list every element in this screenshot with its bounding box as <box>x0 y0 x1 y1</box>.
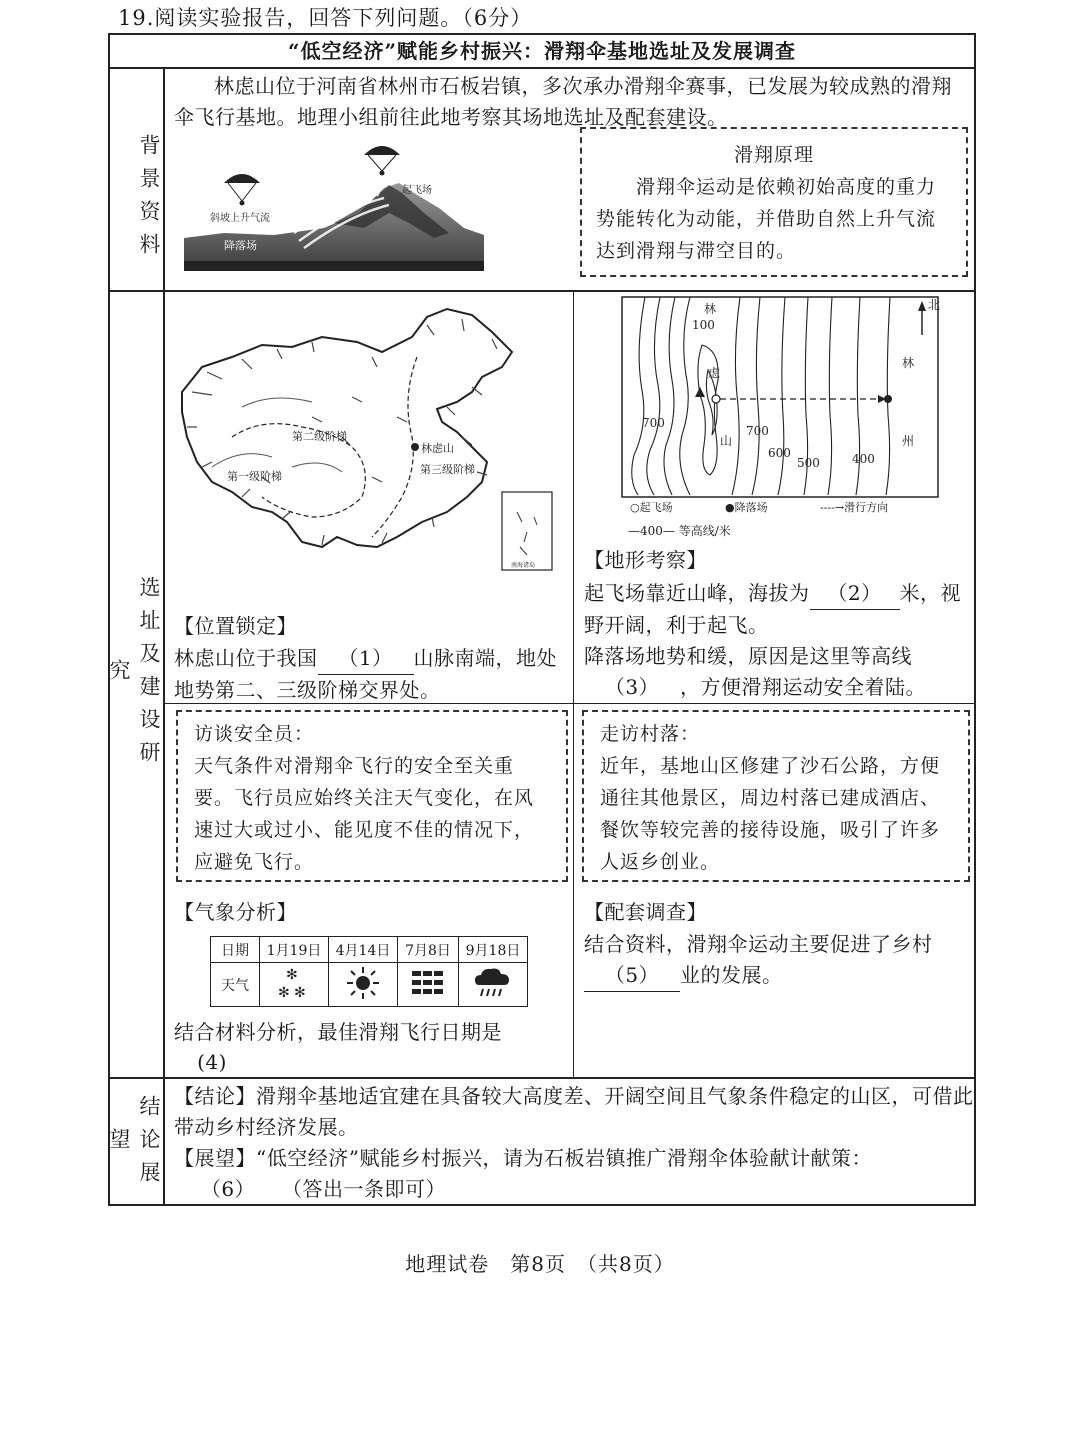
background-paragraph: 林虑山位于河南省林州市石板岩镇，多次承办滑翔伞赛事，已发展为较成熟的滑翔伞飞行基地。地理小组前往此地考察其场地选址及配套建设。 <box>174 74 952 129</box>
location-text <box>174 643 566 706</box>
terrain-text-2-after: ，方便滑翔运动安全着陆。 <box>680 675 926 699</box>
svg-text:✻: ✻ <box>294 984 306 1001</box>
contour-label-500: 500 <box>797 456 820 470</box>
facilities-text <box>584 929 970 992</box>
section-label-research: 选址及建设研究 <box>107 576 161 774</box>
location-text-after: 山脉南端，地处地势第二、三级阶梯交界处。 <box>174 646 557 702</box>
question-title: 19.阅读实验报告，回答下列问题。（6分） <box>118 6 533 30</box>
contour-label-700a: 700 <box>642 416 665 430</box>
divider <box>110 67 974 69</box>
weather-date-1: 1月19日 <box>260 937 329 963</box>
answer-blank-5[interactable]: （5） <box>584 960 680 992</box>
map-lin-right: 林 <box>902 356 915 370</box>
map-step3-label: 第三级阶梯 <box>420 463 475 476</box>
divider <box>110 290 974 292</box>
weather-table <box>210 936 528 1007</box>
contour-map <box>620 295 942 520</box>
takeoff-label: 起飞场 <box>402 185 432 196</box>
snow-icon <box>260 963 329 1007</box>
svg-text:✻: ✻ <box>278 984 290 1001</box>
sunny-icon <box>329 963 398 1007</box>
section-label-background: 背景资料 <box>137 134 161 266</box>
answer-blank-6[interactable]: （6） <box>174 1174 282 1206</box>
page-footer: 地理试卷 第8页 （共8页） <box>405 1252 675 1276</box>
outlook-answer-line <box>174 1174 974 1206</box>
china-terrain-map <box>172 297 562 577</box>
outlook-text: 【展望】“低空经济”赋能乡村振兴，请为石板岩镇推广滑翔伞体验献计献策： <box>174 1146 872 1170</box>
contour-label-700b: 700 <box>746 424 769 438</box>
principle-title: 滑翔原理 <box>733 144 814 166</box>
outlook-note: （答出一条即可） <box>282 1177 446 1201</box>
village-box <box>582 710 970 882</box>
map-step2-label: 第二级阶梯 <box>292 430 347 443</box>
facilities-text-after: 业的发展。 <box>680 963 783 987</box>
weather-question: 结合材料分析，最佳滑翔飞行日期是 <box>174 1020 502 1044</box>
contour-label-600: 600 <box>768 446 791 460</box>
principle-text: 滑翔伞运动是依赖初始高度的重力势能转化为动能，并借助自然上升气流达到滑翔与滞空目的。 <box>596 176 937 262</box>
weather-date-3: 7月8日 <box>398 937 459 963</box>
interview-text: 天气条件对滑翔伞飞行的安全至关重要。飞行员应始终关注天气变化，在风速过大或过小、能见度不佳的情况下，应避免飞行。 <box>194 755 535 873</box>
glider-mountain-figure <box>184 143 484 273</box>
terrain-text-1-before: 起飞场靠近山峰，海拔为 <box>584 581 810 605</box>
map-shan: 山 <box>720 434 733 448</box>
weather-heading: 【气象分析】 <box>174 900 297 924</box>
weather-date-label: 日期 <box>211 937 260 963</box>
legend-takeoff: ○起飞场 <box>630 501 673 514</box>
answer-blank-3[interactable]: （3） <box>584 672 680 704</box>
divider <box>573 291 574 1077</box>
landing-label: 降落场 <box>224 239 257 252</box>
terrain-text-1 <box>584 578 970 641</box>
contour-label-100: 100 <box>692 318 715 332</box>
legend-contour: —400— 等高线/米 <box>628 524 731 538</box>
conclusion-text: 【结论】滑翔伞基地适宜建在具备较大高度差、开阔空间且气象条件稳定的山区，可借此带动乡村经济发展。 <box>174 1084 974 1139</box>
svg-text:✻: ✻ <box>286 966 298 983</box>
answer-blank-1[interactable]: （1） <box>318 643 414 675</box>
interview-box <box>176 710 568 882</box>
section-label-conclusion: 结论展望 <box>107 1095 161 1194</box>
rain-icon <box>459 963 528 1007</box>
terrain-text-2 <box>584 641 970 704</box>
updraft-label: 斜坡上升气流 <box>210 213 270 224</box>
answer-blank-2[interactable]: （2） <box>810 578 900 610</box>
terrain-text-2-before: 降落场地势和缓，原因是这里等高线 <box>584 644 912 668</box>
contour-label-400: 400 <box>852 452 875 466</box>
facilities-text-before: 结合资料，滑翔伞运动主要促进了乡村 <box>584 932 933 956</box>
terrain-text-1-after: 米，视野开阔，利于起飞。 <box>584 581 961 637</box>
legend-landing: ●降落场 <box>725 501 768 514</box>
location-text-before: 林虑山位于我国 <box>174 646 318 670</box>
map-lv: 虑 <box>708 366 721 380</box>
village-title: 走访村落： <box>600 723 701 745</box>
map-site-label: 林虑山 <box>421 442 454 455</box>
terrain-heading: 【地形考察】 <box>584 548 707 572</box>
fog-icon <box>398 963 459 1007</box>
principle-box <box>580 127 968 277</box>
legend-direction: ----→滑行方向 <box>820 501 889 514</box>
weather-row-label: 天气 <box>211 963 260 1007</box>
map-step1-label: 第一级阶梯 <box>227 470 282 483</box>
report-sheet <box>108 33 976 1206</box>
weather-date-4: 9月18日 <box>459 937 528 963</box>
location-heading: 【位置锁定】 <box>174 614 297 638</box>
report-heading: “低空经济”赋能乡村振兴：滑翔伞基地选址及发展调查 <box>287 39 796 63</box>
weather-date-2: 4月14日 <box>329 937 398 963</box>
north-label: 北 <box>928 298 941 312</box>
facilities-heading: 【配套调查】 <box>584 900 707 924</box>
weather-answer-line <box>174 1047 250 1079</box>
map-zhou: 州 <box>902 434 915 448</box>
interview-title: 访谈安全员： <box>194 723 315 745</box>
map-lin-top: 林 <box>704 302 717 316</box>
answer-blank-4[interactable]: (4) <box>174 1047 250 1079</box>
village-text: 近年，基地山区修建了沙石公路，方便通往其他景区，周边村落已建成酒店、餐饮等较完善的接待设施，吸引了许多人返乡创业。 <box>600 755 941 873</box>
map-inset-label: 南海诸岛 <box>511 562 536 569</box>
